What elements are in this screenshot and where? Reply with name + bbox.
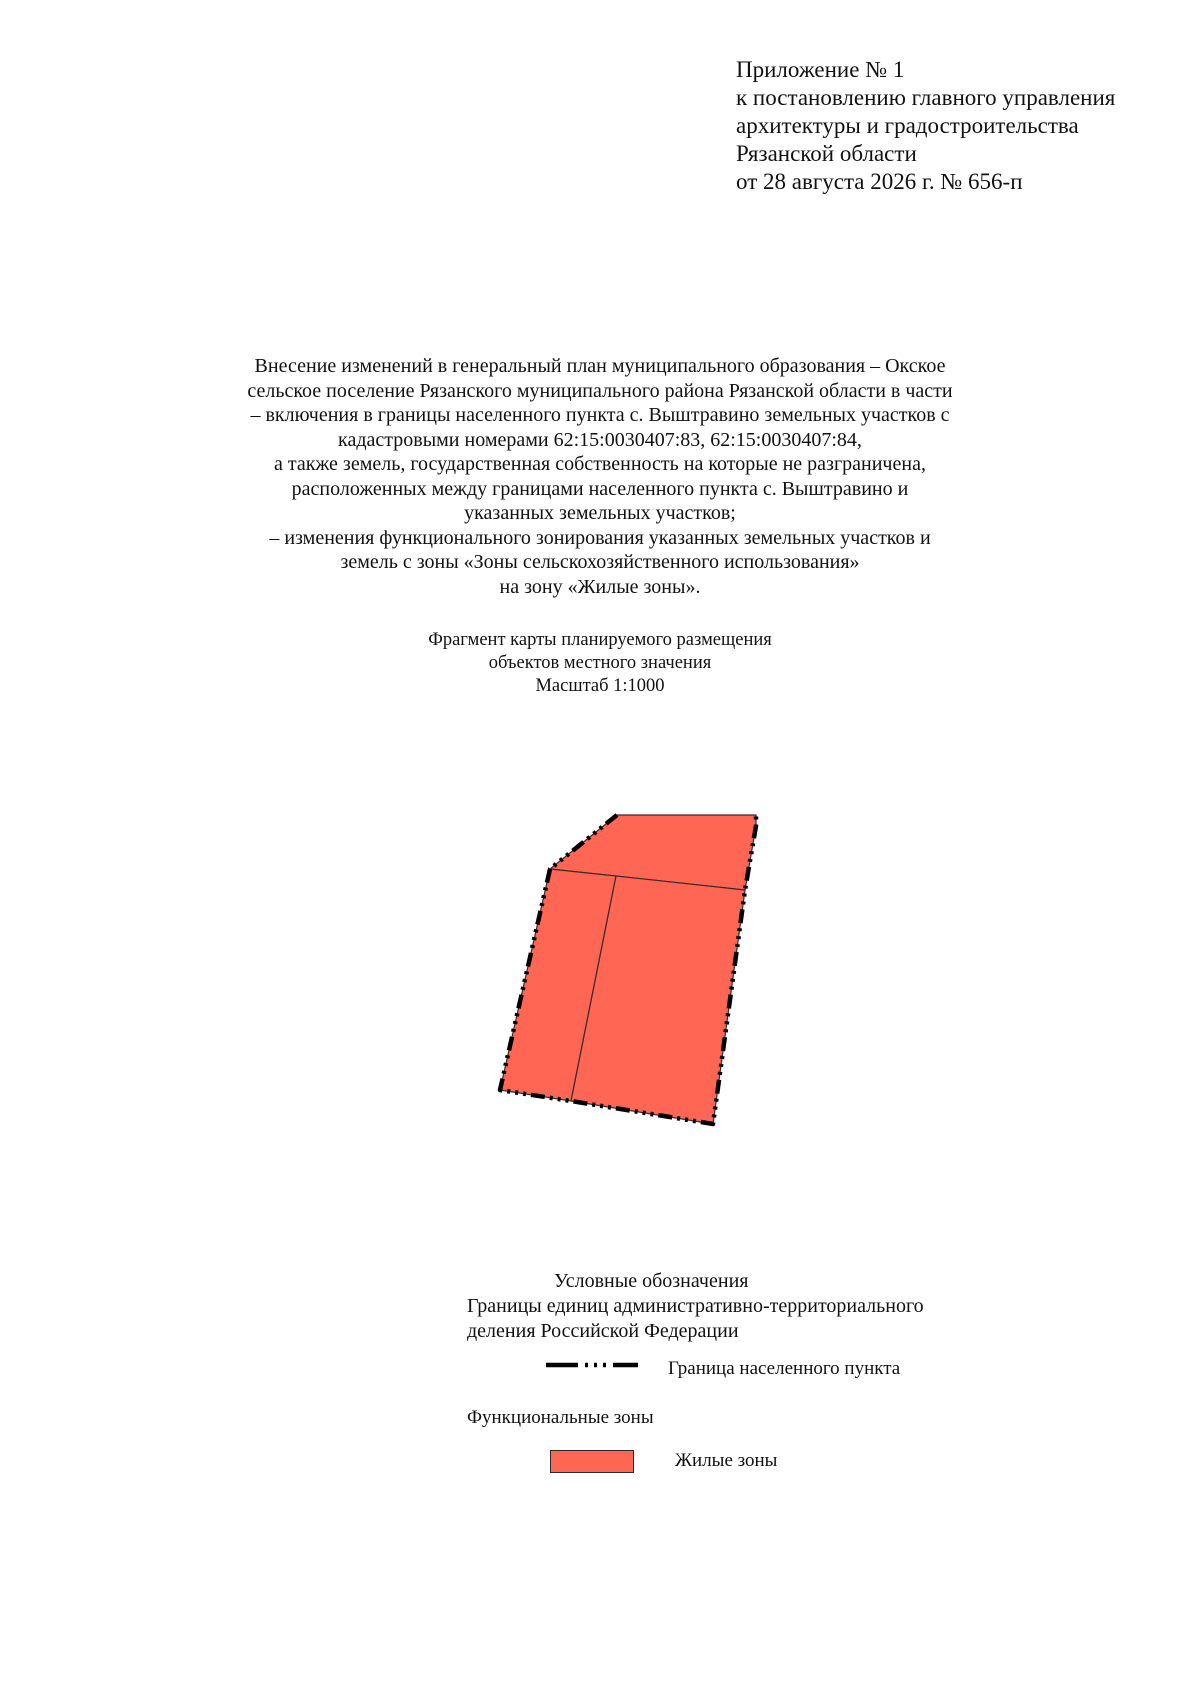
residential-zone-label: Жилые зоны — [675, 1450, 778, 1471]
title-line: – изменения функционального зонирования указанных земельных участков и — [269, 526, 931, 549]
appendix-line: Приложение № 1 — [736, 57, 905, 82]
caption-line: объектов местного значения — [488, 653, 712, 673]
title-line: а также земель, государственная собственность на которые не разграничена, — [274, 453, 926, 475]
title-line: на зону «Жилые зоны». — [499, 575, 701, 598]
functional-zones-heading: Функциональные зоны — [467, 1407, 654, 1428]
title-line: сельское поселение Рязанского муниципального района Рязанской области в части — [247, 379, 953, 402]
appendix-line: архитектуры и градостроительства — [736, 113, 1079, 138]
title-line: кадастровыми номерами 62:15:0030407:83, 62:15:0030407:84, — [338, 428, 862, 451]
appendix-line: к постановлению главного управления — [736, 85, 1116, 110]
appendix-line: от 28 августа 2026 г. № 656-п — [736, 169, 1023, 194]
title-line: – включения в границы населенного пункта с. Выштравино земельных участков с — [250, 404, 950, 426]
scale-label: Масштаб 1:1000 — [535, 676, 665, 696]
legend-admin-line: деления Российской Федерации — [467, 1320, 739, 1342]
legend-admin-line: Границы единиц административно-территориального — [467, 1295, 924, 1317]
boundary-legend-label: Граница населенного пункта — [668, 1358, 901, 1379]
legend-title: Условные обозначения — [554, 1270, 749, 1292]
boundary-line-symbol — [546, 1358, 638, 1372]
title-line: Внесение изменений в генеральный план муниципального образования – Окское — [254, 355, 946, 377]
legend-admin-heading — [467, 1294, 924, 1344]
residential-zone-area — [500, 815, 756, 1124]
title-line: указанных земельных участков; — [464, 502, 736, 524]
caption-line: Фрагмент карты планируемого размещения — [428, 630, 772, 650]
residential-zone-swatch — [550, 1450, 634, 1473]
title-line: расположенных между границами населенного пункта с. Выштравино и — [291, 477, 909, 500]
appendix-line: Рязанской области — [736, 141, 917, 166]
title-line: земель с зоны «Зоны сельскохозяйственного использования» — [340, 551, 860, 573]
